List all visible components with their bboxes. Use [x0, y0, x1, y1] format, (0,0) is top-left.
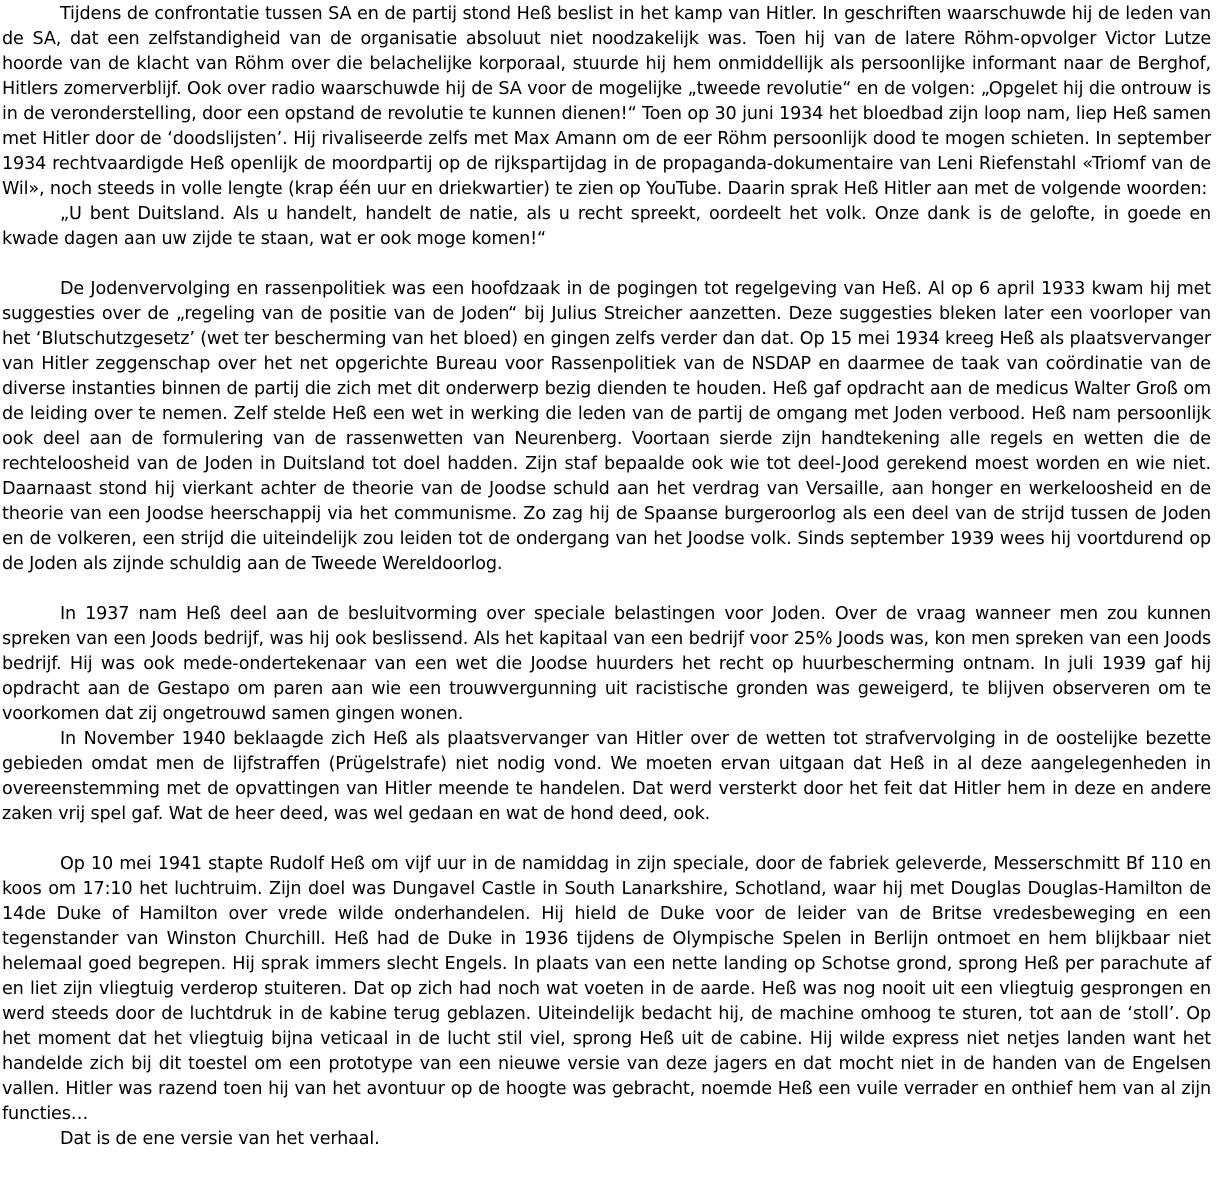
- paragraph-sa-confrontation: Tijdens de confrontatie tussen SA en de partij stond Heß beslist in het kamp van Hitler. In geschriften waarschuwde hij de leden van de SA, dat een zelfstandigheid van de organisatie absoluut niet noodzakelijk was. Toen hij van de latere Röhm-opvolger Victor Lutze hoorde van de klacht van Röhm over die belachelijke korporaal, stuurde hij hem onmiddellijk als persoonlijke informant naar de Berghof, Hitlers zomerverblijf. Ook over radio waarschuwde hij de SA voor de mogelijke „tweede revolutie“ en de volgen: „Opgelet hij die ontrouw is in de veronderstelling, door een opstand de revolutie te kunnen dienen!“ Toen op 30 juni 1934 het bloedbad zijn loop nam, liep Heß samen met Hitler door de ‘doodslijsten’. Hij rivaliseerde zelfs met Max Amann om de eer Röhm persoonlijk dood te mogen schieten. In september 1934 rechtvaardigde Heß openlijk de moordpartij op de rijkspartijdag in de propaganda-dokumentaire van Leni Riefenstahl «Triomf van de Wil», noch steeds in volle lengte (krap één uur en driekwartier) te zien op YouTube. Daarin sprak Heß Hitler aan met de volgende woorden:: [2, 4, 1211, 199]
- paragraph-belastingen-1937: In 1937 nam Heß deel aan de besluitvorming over speciale belastingen voor Joden. Over de vraag wanneer men zou kunnen spreken van een Joods bedrijf, was hij ook beslissend. Als het kapitaal van een bedrijf voor 25% Joods was, kon men spreken van een Joods bedrijf. Hij was ook mede-ondertekenaar van een wet die Joodse huurders het recht op huurbescherming ontnam. In juli 1939 gaf hij opdracht aan de Gestapo om paren aan wie een trouwvergunning uit racistische gronden was geweigerd, te blijven observeren om te voorkomen dat zij ongetrouwd samen gingen wonen.: [2, 604, 1211, 724]
- paragraph-ene-versie: Dat is de ene versie van het verhaal.: [60, 1129, 380, 1149]
- paragraph-jodenvervolging: De Jodenvervolging en rassenpolitiek was een hoofdzaak in de pogingen tot regelgeving van Heß. Al op 6 april 1933 kwam hij met suggesties over de „regeling van de positie van de Joden“ bij Julius Streicher aanzetten. Deze suggesties bleken later een voorloper van het ‘Blutschutzgesetz’ (wet ter bescherming van het bloed) en gingen zelfs verder dan dat. Op 15 mei 1934 kreeg Heß als plaatsvervanger van Hitler zeggenschap over het net opgerichte Bureau voor Rassenpolitiek van de NSDAP en daarmee de taak van coördinatie van de diverse instanties binnen de partij die zich met dit onderwerp bezig dienden te houden. Heß gaf opdracht aan de medicus Walter Groß om de leiding over te nemen. Zelf stelde Heß een wet in werking die leden van de partij de omgang met Joden verbood. Heß nam persoonlijk ook deel aan de formulering van de rassenwetten van Neurenberg. Voortaan sierde zijn handtekening alle regels en wetten die de rechteloosheid van de Joden in Duitsland tot doel hadden. Zijn staf bepaalde ook wie tot deel-Jood gerekend moest worden en wie niet. Daarnaast stond hij vierkant achter de theorie van de Joodse schuld aan het verdrag van Versaille, aan honger en werkeloosheid en de theorie van een Joodse heerschappij via het communisme. Zo zag hij de Spaanse burgeroorlog als een deel van de strijd tussen de Joden en de volkeren, een strijd die uiteindelijk zou leiden tot de ondergang van het Joodse volk. Sinds september 1939 wees hij voortdurend op de Joden als zijnde schuldig aan de Tweede Wereldoorlog.: [2, 279, 1211, 574]
- paragraph-gap: [2, 577, 1211, 602]
- paragraph-gap: [2, 252, 1211, 277]
- paragraph-quote-duitsland: „U bent Duitsland. Als u handelt, handelt de natie, als u recht spreekt, oordeelt het volk. Onze dank is de gelofte, in goede en kwade dagen aan uw zijde te staan, wat er ook moge komen!“: [2, 204, 1211, 249]
- paragraph-gap: [2, 827, 1211, 852]
- paragraph-vlucht-1941: Op 10 mei 1941 stapte Rudolf Heß om vijf uur in de namiddag in zijn speciale, door de fabriek geleverde, Messerschmitt Bf 110 en koos om 17:10 het luchtruim. Zijn doel was Dungavel Castle in South Lanarkshire, Schotland, waar hij met Douglas Douglas-Hamilton de 14de Duke of Hamilton over vrede wilde onderhandelen. Hij hield de Duke voor de leider van de Britse vredesbeweging en een tegenstander van Winston Churchill. Heß had de Duke in 1936 tijdens de Olympische Spelen in Berlijn ontmoet en hem blijkbaar niet helemaal goed begrepen. Hij sprak immers slecht Engels. In plaats van een nette landing op Schotse grond, sprong Heß per parachute af en liet zijn vliegtuig verderop stuiteren. Dat op zich had noch wat voeten in de aarde. Heß was nog nooit uit een vliegtuig gesprongen en werd steeds door de luchtdruk in de kabine terug geblazen. Uiteindelijk bedacht hij, de machine omhoog te sturen, tot aan de ‘stoll’. Op het moment dat het vliegtuig bijna veticaal in de lucht stil viel, sprong Heß uit de cabine. Hij wilde express niet netjes landen want het handelde zich bij dit toestel om een prototype van een nieuwe versie van deze jagers en dat mocht niet in de handen van de Engelsen vallen. Hitler was razend toen hij van het avontuur op de hoogte was gebracht, noemde Heß een vuile verrader en onthief hem van al zijn functies…: [2, 854, 1211, 1124]
- paragraph-november-1940: In November 1940 beklaagde zich Heß als plaatsvervanger van Hitler over de wetten tot strafvervolging in de oostelijke bezette gebieden omdat men de lijfstraffen (Prügelstrafe) niet nodig vond. We moeten ervan uitgaan dat Heß in al deze aangelegenheden in overeenstemming met de opvattingen van Hitler meende te handelen. Dat werd versterkt door het feit dat Hitler hem in deze en andere zaken vrij spel gaf. Wat de heer deed, was wel gedaan en wat de hond deed, ook.: [2, 729, 1211, 824]
